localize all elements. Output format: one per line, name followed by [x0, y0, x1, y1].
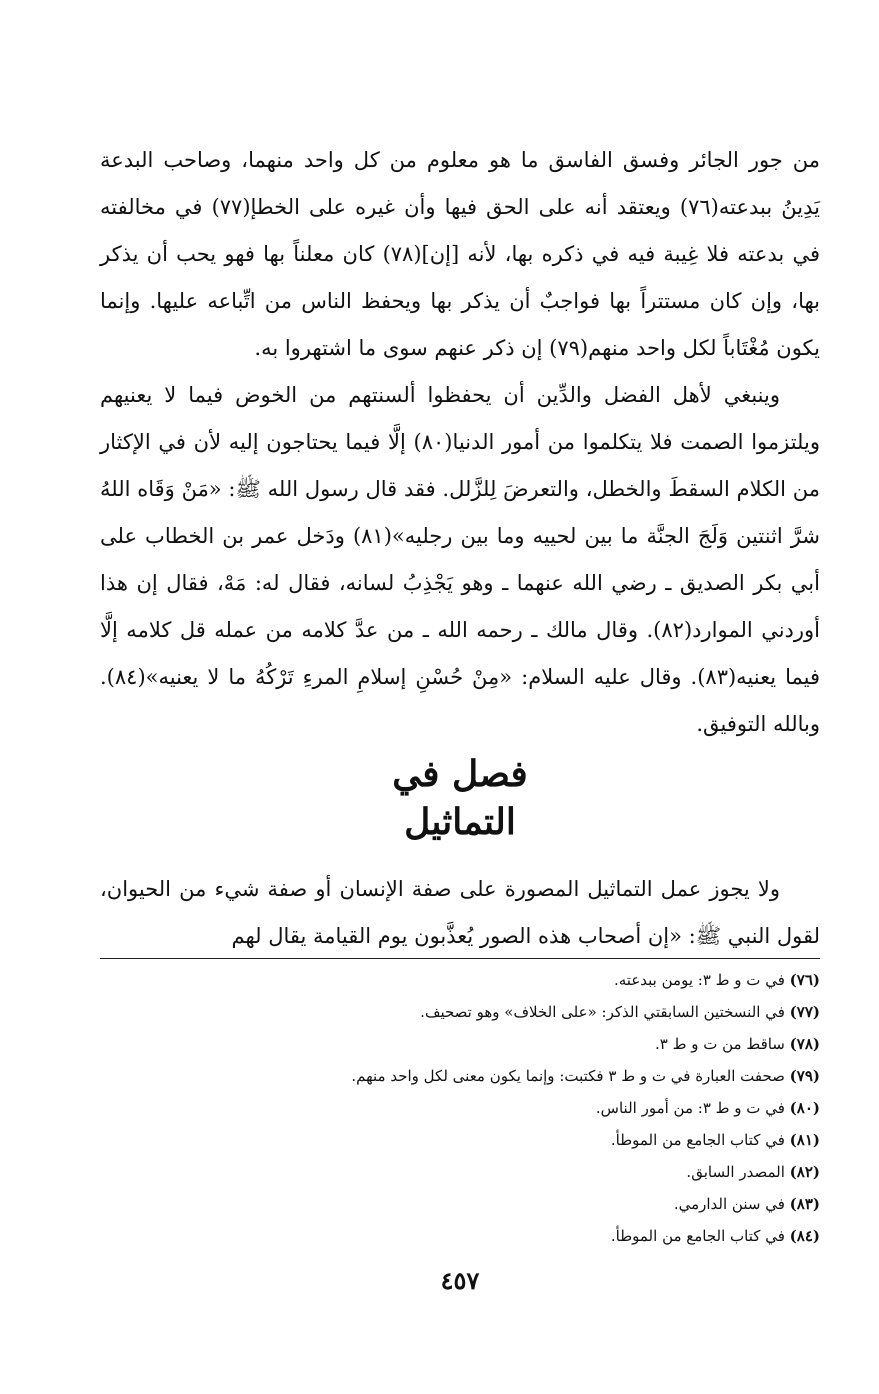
footnote-marker: (٨٢) — [789, 1163, 820, 1181]
page-number: ٤٥٧ — [440, 1266, 480, 1295]
paragraph-3: ولا يجوز عمل التماثيل المصورة على صفة الإنسان أو صفة شيء من الحيوان، لقول النبي ﷺ: «إن أصحاب هذه الصور يُعذَّبون يوم القيامة يقال لهم — [100, 877, 820, 948]
footnote-marker: (٨٠) — [789, 1099, 820, 1117]
paragraph-2: وينبغي لأهل الفضل والدِّين أن يحفظوا ألسنتهم من الخوض فيما لا يعنيهم ويلتزموا الصمت فلا يتكلموا من أمور الدنيا(٨٠) إلَّا فيما يحتاجون إليه لأن في الإكثار من الكلام السقطَ والخطل، والتعرضَ لِلزَّلل. فقد قال رسول الله ﷺ: «مَنْ وَقَاه اللهُ شرَّ اثنتين وَلَجَ الجنَّة ما بين لحييه وما بين رجليه»(٨١) ودَخل عمر بن الخطاب على أبي بكر الصديق ـ رضي الله عنهما ـ وهو يَجْذِبُ لسانه، فقال له: مَهْ، فقال إن هذا أوردني الموارد(٨٢). وقال مالك ـ رحمه الله ـ من عدَّ كلامه من عمله قل كلامه إلَّا فيما يعنيه(٨٣). وقال عليه السلام: «مِنْ حُسْنِ إسلامِ المرءِ تَرْكُهُ ما لا يعنيه»(٨٤). وبالله التوفيق. — [100, 383, 821, 736]
section-heading — [100, 750, 820, 846]
section-heading-line-2: التماثيل — [404, 801, 516, 843]
footnote-marker: (٨٣) — [789, 1195, 820, 1213]
footnotes-list — [100, 964, 820, 1252]
paragraph-1: من جور الجائر وفسق الفاسق ما هو معلوم من كل واحد منهما، وصاحب البدعة يَدِينُ ببدعته(٧٦) ويعتقد أنه على الحق فيها وأن غيره على الخطإ(٧٧) في مخالفته في بدعته فلا غِيبة فيه في ذكره بها، لأنه [إن](٧٨) كان معلناً بها فهو يحب أن يذكر بها، وإن كان مستتراً بها فواجبٌ أن يذكر بها ويحفظ الناس من اتِّباعه عليها. وإنما يكون مُغْتَاباً لكل واحد منهم(٧٩) إن ذكر عنهم سوى ما اشتهروا به. — [100, 148, 820, 360]
footnote-text: في ت و ط ٣: من أمور الناس. — [595, 1099, 785, 1117]
footnote-item — [100, 964, 820, 996]
footnote-item — [100, 1124, 820, 1156]
footnote-text: ساقط من ت و ط ٣. — [654, 1035, 785, 1053]
footnote-text: في كتاب الجامع من الموطأ. — [610, 1131, 785, 1149]
footnote-item — [100, 1092, 820, 1124]
footnote-item — [100, 1188, 820, 1220]
section-heading-line-1: فصل في — [392, 753, 528, 795]
footnote-text: في كتاب الجامع من الموطأ. — [610, 1227, 785, 1245]
footnote-item — [100, 1060, 820, 1092]
footnote-text: في سنن الدارمي. — [673, 1195, 785, 1213]
footnote-item — [100, 996, 820, 1028]
footnote-marker: (٨٤) — [789, 1227, 820, 1245]
footnote-text: في ت و ط ٣: يومن ببدعته. — [614, 971, 785, 989]
footnote-marker: (٧٩) — [789, 1067, 820, 1085]
book-page — [100, 0, 820, 1394]
footnote-item — [100, 1028, 820, 1060]
footnote-text: في النسختين السابقتي الذكر: «على الخلاف» وهو تصحيف. — [420, 1003, 785, 1021]
footnote-text: صحفت العبارة في ت و ط ٣ فكتبت: وإنما يكون معنى لكل واحد منهم. — [351, 1067, 785, 1085]
footnote-item — [100, 1156, 820, 1188]
footnote-marker: (٨١) — [789, 1131, 820, 1149]
footnote-text: المصدر السابق. — [686, 1163, 785, 1181]
footnote-divider — [100, 958, 820, 959]
footnote-marker: (٧٨) — [789, 1035, 820, 1053]
footnote-marker: (٧٧) — [789, 1003, 820, 1021]
footnote-item — [100, 1220, 820, 1252]
footnote-marker: (٧٦) — [789, 971, 820, 989]
